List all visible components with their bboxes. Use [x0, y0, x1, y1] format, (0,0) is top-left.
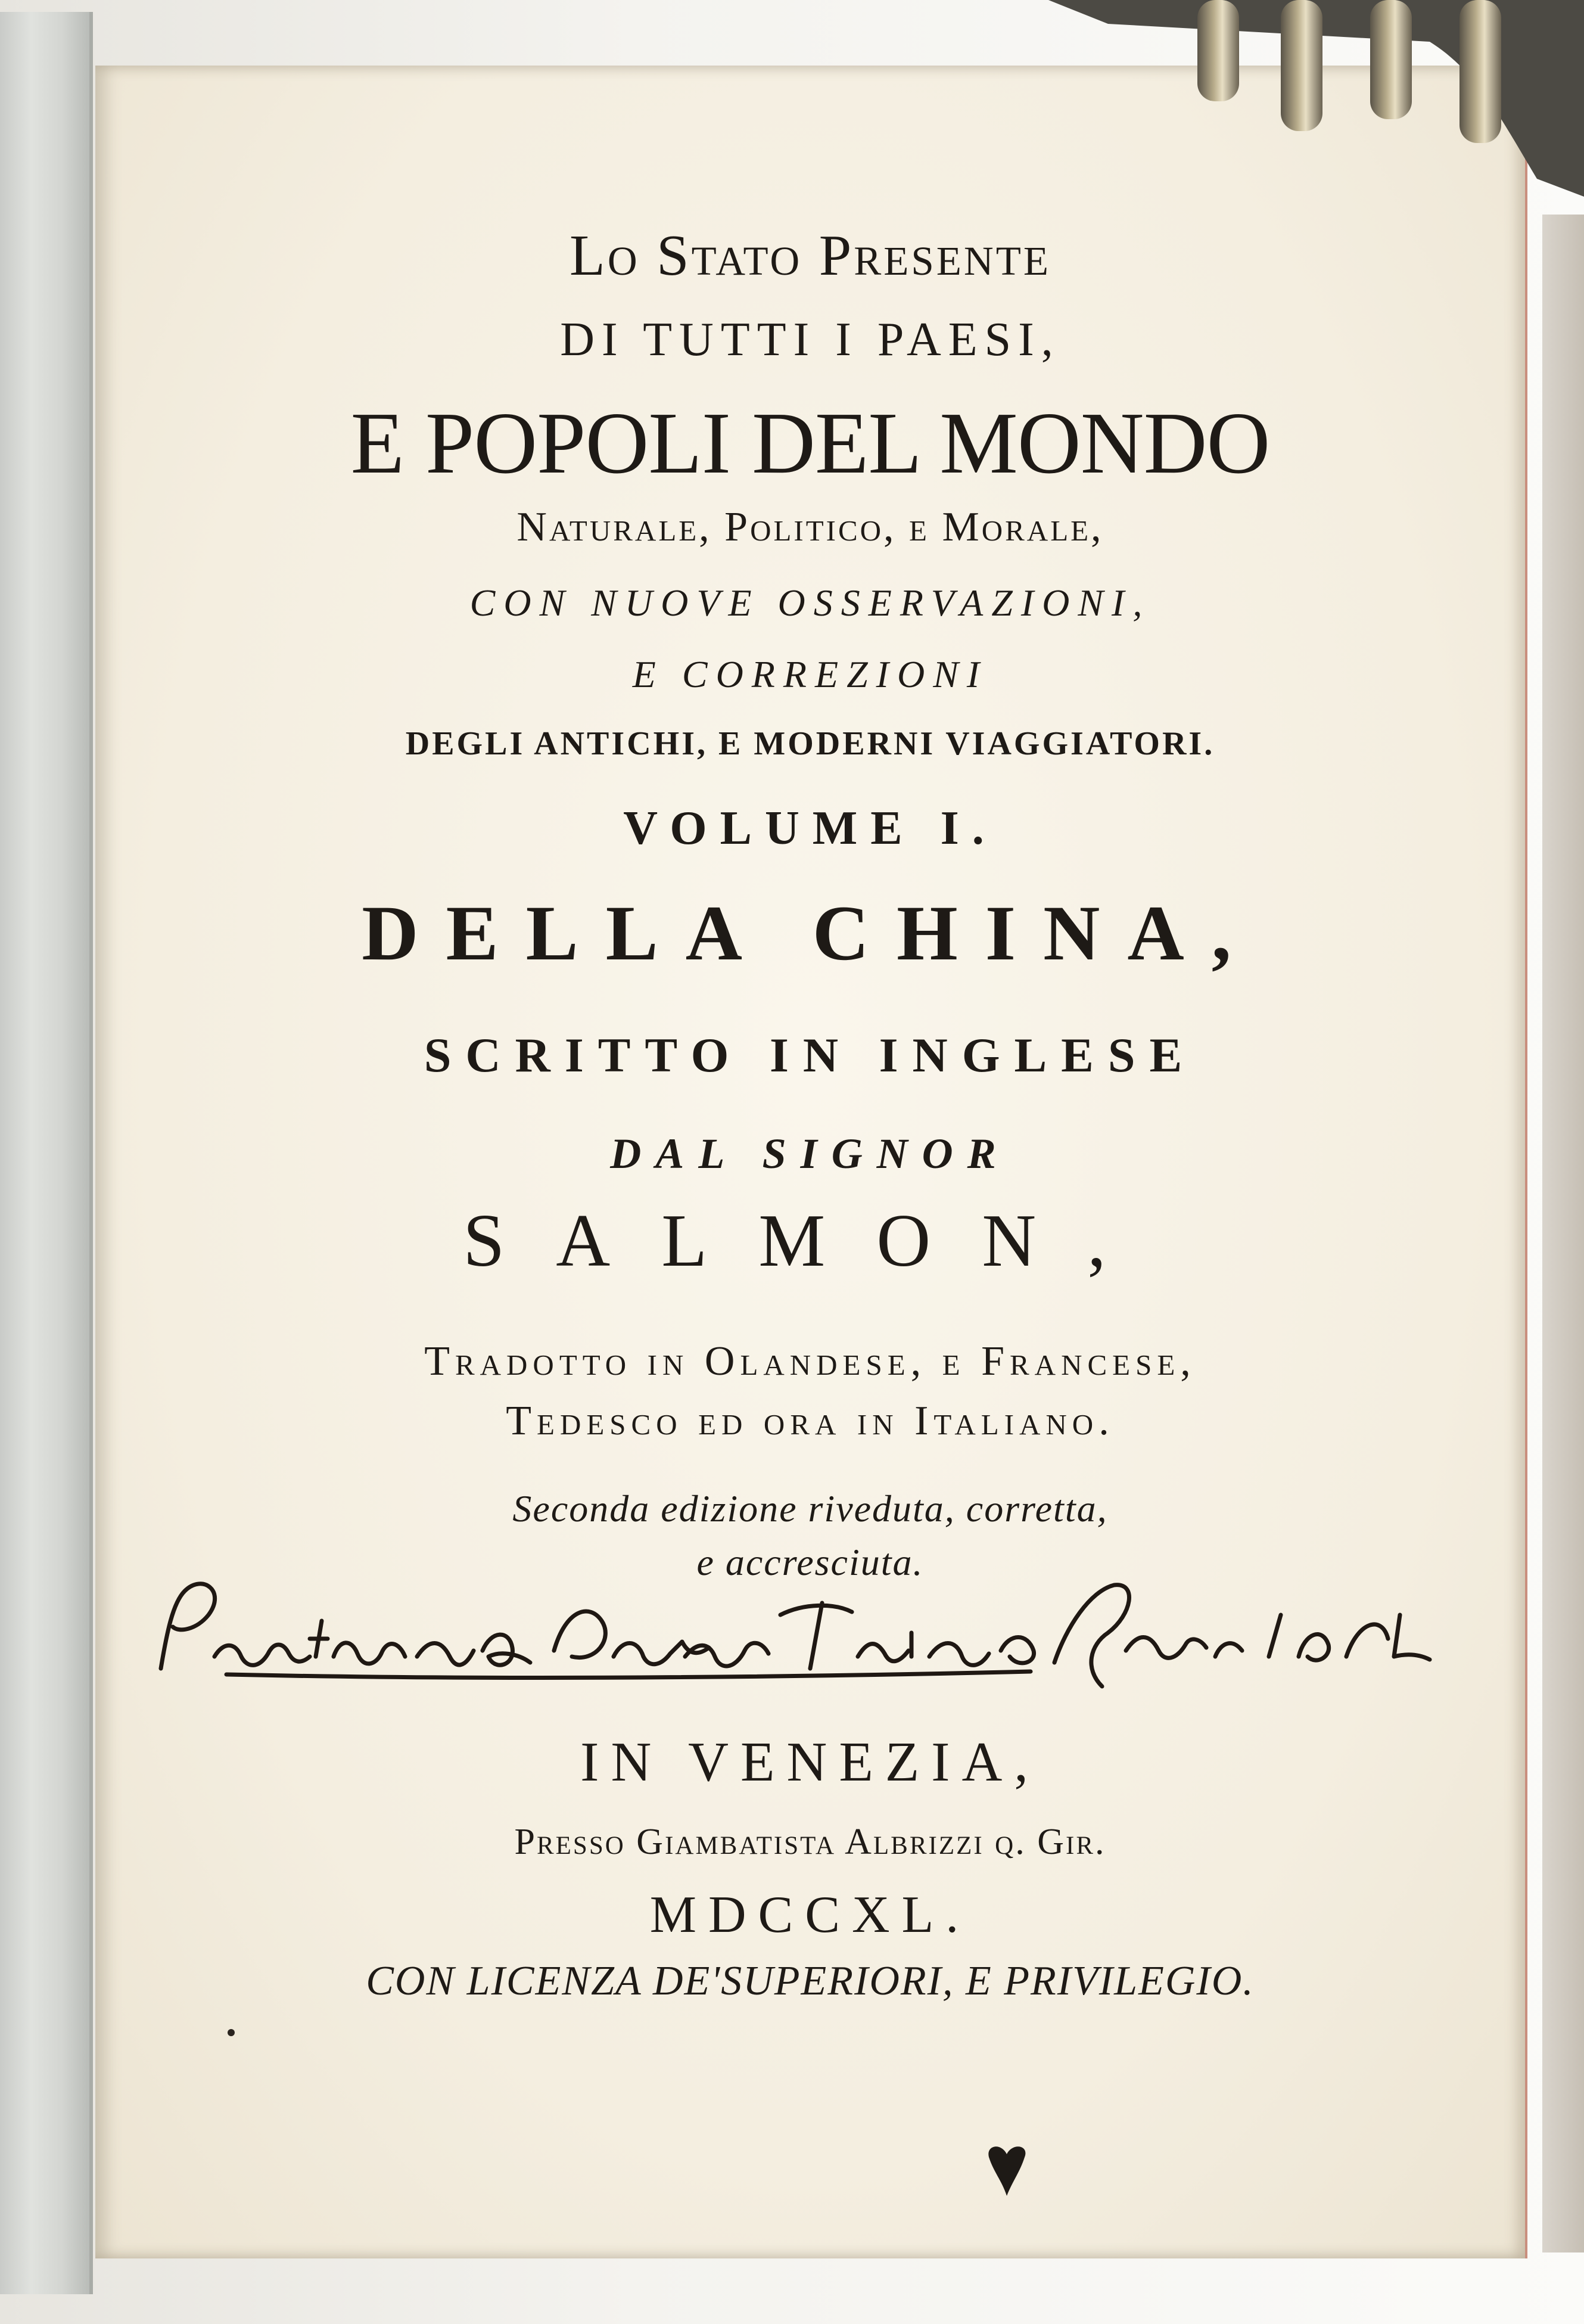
- ink-speck: [228, 2029, 235, 2036]
- imprint-year: MDCCXL.: [649, 1886, 971, 1944]
- subtitle-corrections: E CORREZIONI: [632, 653, 988, 695]
- subtitle-travellers: DEGLI ANTICHI, E MODERNI VIAGGIATORI.: [405, 725, 1215, 762]
- printer-ornament-icon: [983, 2139, 1031, 2199]
- section-title: DELLA CHINA,: [362, 889, 1259, 977]
- by-signor: DAL SIGNOR: [610, 1130, 1010, 1177]
- title-line-1: Lo Stato Presente: [569, 223, 1051, 288]
- license-privilege: CON LICENZA DE'SUPERIORI, E PRIVILEGIO.: [366, 1958, 1255, 2004]
- volume-label: VOLUME I.: [623, 802, 997, 855]
- translation-line-2: Tedesco ed ora in Italiano.: [506, 1398, 1115, 1444]
- main-title: E POPOLI DEL MONDO: [350, 394, 1270, 492]
- translation-line-1: Tradotto in Olandese, e Francese,: [424, 1338, 1196, 1384]
- book-spine-binding: [0, 12, 93, 2294]
- subtitle-observations: CON NUOVE OSSERVAZIONI,: [469, 582, 1151, 624]
- subtitle-natural-political: Naturale, Politico, e Morale,: [516, 504, 1104, 550]
- book-board-edge: [1542, 215, 1584, 2252]
- imprint-printer: Presso Giambatista Albrizzi q. Gir.: [514, 1822, 1106, 1862]
- metal-clip-icon: [1048, 0, 1584, 197]
- edition-line-1: Seconda edizione riveduta, corretta,: [512, 1487, 1108, 1530]
- written-in-english: SCRITTO IN INGLESE: [424, 1028, 1197, 1082]
- edition-line-2: e accresciuta.: [696, 1541, 924, 1583]
- title-line-2: DI TUTTI I PAESI,: [560, 313, 1060, 366]
- handwritten-inscription: [137, 1567, 1448, 1698]
- title-page: [95, 66, 1527, 2258]
- imprint-place: IN VENEZIA,: [580, 1731, 1040, 1793]
- author-name: SALMON,: [463, 1200, 1157, 1282]
